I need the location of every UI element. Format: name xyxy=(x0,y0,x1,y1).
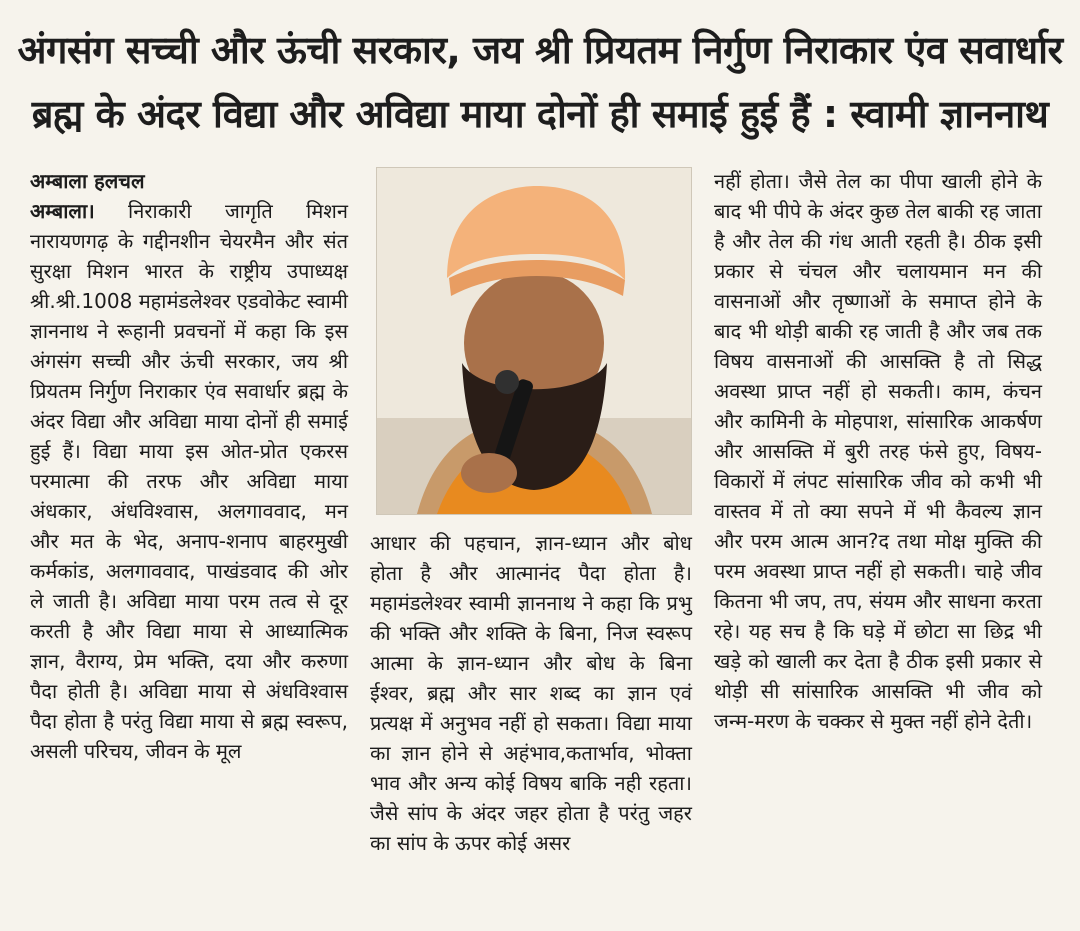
article-photo xyxy=(376,167,692,515)
person-photo-icon xyxy=(377,168,691,514)
article-text-1: निराकारी जागृति मिशन नारायणगढ़ के गद्दीनशीन चेयरमैन और संत सुरक्षा मिशन भारत के राष्ट्रीय उपाध्यक्ष श्री.श्री.1008 महामंडलेश्वर एडवोकेट स्वामी ज्ञाननाथ ने रूहानी प्रवचनों में कहा कि इस अंगसंग सच्ची और ऊंची सरकार, जय श्री प्रियतम निर्गुण निराकार एंव सवार्धार ब्रह्म के अंदर विद्या और अविद्या माया दोनों ही समाई हुई हैं। विद्या माया इस ओत-प्रोत एकरस परमात्मा की तरफ और अविद्या माया अंधकार, अंधविश्वास, अलगाववाद, मन और मत के भेद, अनाप-शनाप बाहरमुखी कर्मकांड, अलगाववाद, पाखंडवाद की ओर ले जाती है। अविद्या माया परम तत्व से दूर करती है और विद्या माया से आध्यात्मिक ज्ञान, वैराग्य, प्रेम भक्ति, दया और करुणा पैदा होती है। अविद्या माया से अंधविश्वास पैदा होता है परंतु विद्या माया से ब्रह्म स्वरूप, असली परिचय, जीवन के मूल xyxy=(30,199,348,763)
article-column-2 xyxy=(370,528,692,858)
lead-location: अम्बाला। xyxy=(30,199,95,223)
article-text-3: नहीं होता। जैसे तेल का पीपा खाली होने के बाद भी पीपे के अंदर कुछ तेल बाकी रह जाता है और तेल की गंध आती रहती है। ठीक इसी प्रकार से चंचल और चलायमान मन की वासनाओं और तृष्णाओं के समाप्त होने के बाद भी थोड़ी बाकी रह जाती है और जब तक विषय वासनाओं की आसक्ति है तो सिद्ध अवस्था प्राप्त नहीं हो सकती। काम, कंचन और कामिनी के मोहपाश, सांसारिक आकर्षण और आसक्ति में बुरी तरह फंसे हुए, विषय-विकारों में लंपट सांसारिक जीव को कभी भी वास्तव में तो क्या सपने में भी कैवल्य ज्ञान और परम आत्म आन?द तथा मोक्ष मुक्ति की परम अवस्था प्राप्त नहीं हो सकती। चाहे जीव कितना भी जप, तप, संयम और साधना करता रहे। यह सच है कि घड़े में छोटा सा छिद्र भी खड़े को खाली कर देता है ठीक इसी प्रकार से थोड़ी सी सांसारिक आसक्ति भी जीव को जन्म-मरण के चक्कर से मुक्त नहीं होने देती। xyxy=(714,169,1042,733)
article-text-2: आधार की पहचान, ज्ञान-ध्यान और बोध होता है और आत्मानंद पैदा होता है। महामंडलेश्वर स्वामी ज्ञाननाथ ने कहा कि प्रभु की भक्ति और शक्ति के बिना, निज स्वरूप आत्मा के ज्ञान-ध्यान और बोध के बिना ईश्वर, ब्रह्म और सार शब्द का ज्ञान एवं प्रत्यक्ष में अनुभव नहीं हो सकता। विद्या माया का ज्ञान होने से अहंभाव,कतार्भाव, भोक्ता भाव और अन्य कोई विषय बाकि नही रहता। जैसे सांप के अंदर जहर होता है परंतु जहर का सांप के ऊपर कोई असर xyxy=(370,531,692,855)
article-paragraph-1 xyxy=(30,196,348,766)
article-column-1 xyxy=(30,166,348,766)
dateline: अम्बाला हलचल xyxy=(30,169,145,193)
article-column-3 xyxy=(714,166,1042,736)
headline-line-2: ब्रह्म के अंदर विद्या और अविद्या माया दोनों ही समाई हुई हैं : स्वामी ज्ञाननाथ xyxy=(31,92,1049,136)
headline xyxy=(0,18,1080,146)
headline-line-1: अंगसंग सच्ची और ऊंची सरकार, जय श्री प्रियतम निर्गुण निराकार एंव सवार्धार xyxy=(17,28,1063,72)
